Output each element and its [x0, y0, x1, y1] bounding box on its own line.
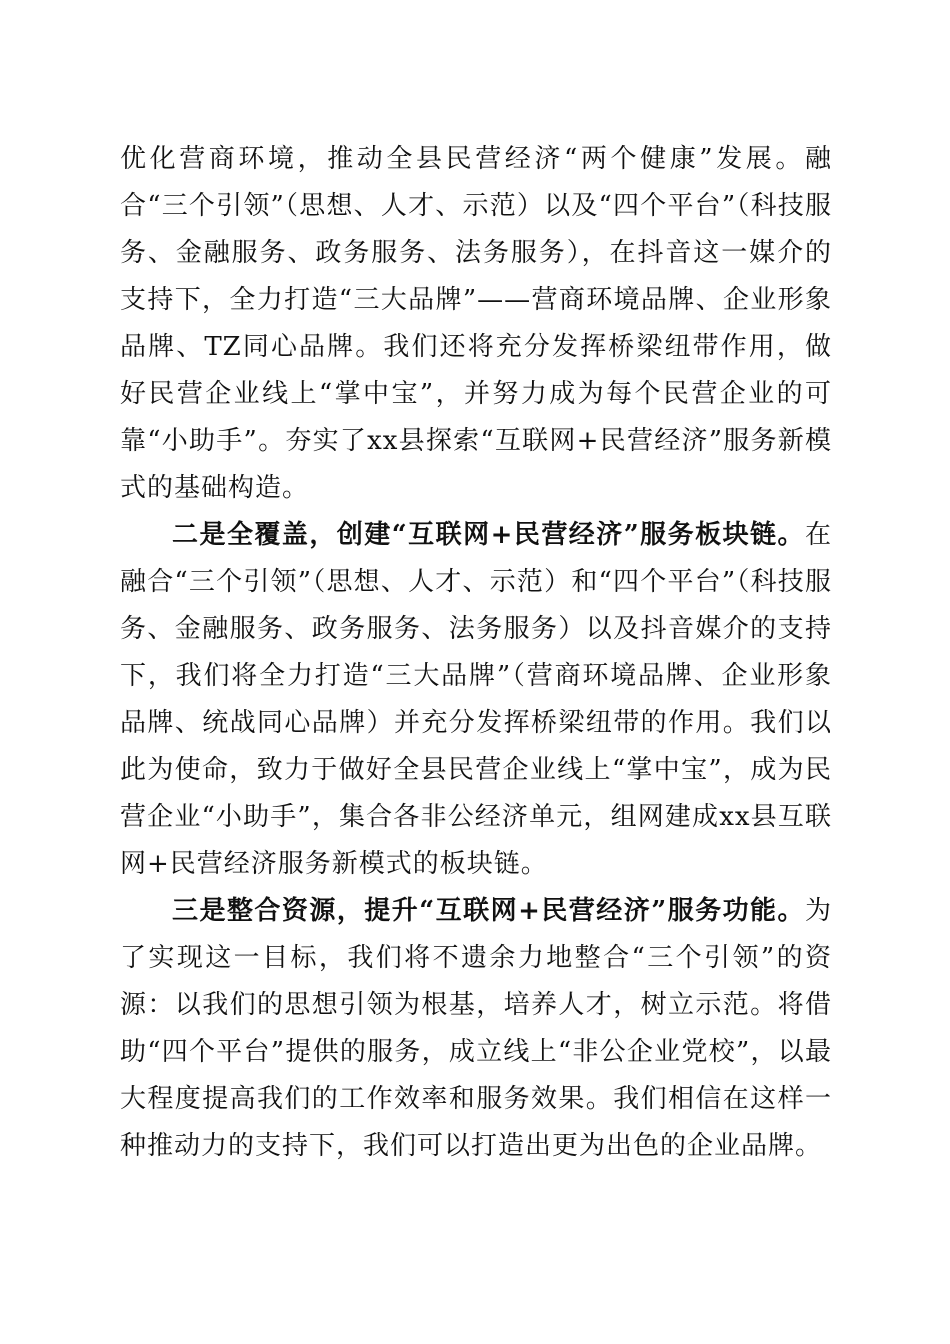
paragraph-2-text: 在融合“三个引领”（思想、人才、示范）和“四个平台”（科技服务、金融服务、政务服务、法务服务）以及抖音媒介的支持下，我们将全力打造“三大品牌”（营商环境品牌、企业形象品牌、统战同心品牌）并充分发挥桥梁纽带的作用。我们以此为使命，致力于做好全县民营企业线上“掌中宝”，成为民营企业“小助手”，集合各非公经济单元，组网建成xx县互联网+民营经济服务新模式的板块链。	[120, 520, 832, 879]
paragraph-1-text: 优化营商环境，推动全县民营经济“两个健康”发展。融合“三个引领”（思想、人才、示范）以及“四个平台”（科技服务、金融服务、政务服务、法务服务），在抖音这一媒介的支持下，全力打造“三大品牌”——营商环境品牌、企业形象品牌、TZ同心品牌。我们还将充分发挥桥梁纽带作用，做好民营企业线上“掌中宝”，并努力成为每个民营企业的可靠“小助手”。夯实了xx县探索“互联网+民营经济”服务新模式的基础构造。	[120, 144, 832, 503]
paragraph-3-text: 为了实现这一目标，我们将不遗余力地整合“三个引领”的资源：以我们的思想引领为根基，培养人才，树立示范。将借助“四个平台”提供的服务，成立线上“非公企业党校”，以最大程度提高我们的工作效率和服务效果。我们相信在这样一种推动力的支持下，我们可以打造出更为出色的企业品牌。	[120, 896, 832, 1161]
document-body	[120, 136, 832, 1170]
paragraph-3-heading: 三是整合资源，提升“互联网+民营经济”服务功能。	[172, 896, 805, 926]
paragraph-1	[120, 136, 832, 512]
paragraph-3	[120, 888, 832, 1170]
paragraph-2	[120, 512, 832, 888]
paragraph-2-heading: 二是全覆盖，创建“互联网+民营经济”服务板块链。	[172, 520, 805, 550]
